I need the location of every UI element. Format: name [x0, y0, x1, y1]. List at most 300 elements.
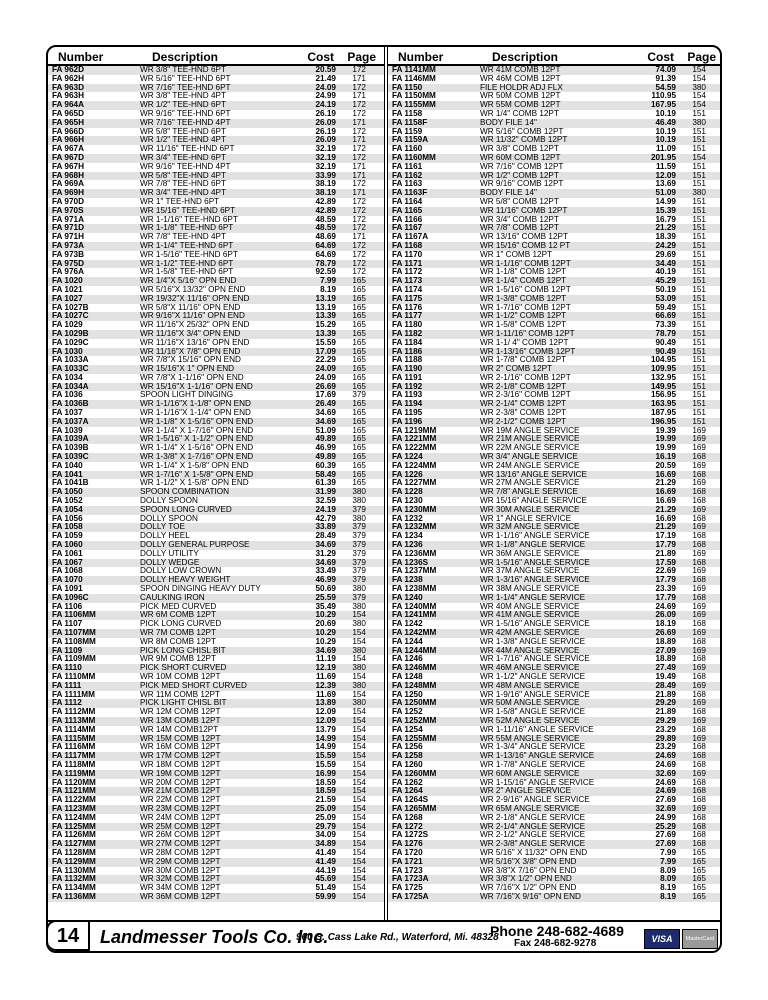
item-cost: 51.09 — [655, 189, 676, 198]
table-row — [48, 339, 384, 348]
item-page: 380 — [352, 646, 366, 655]
item-description: WR 18M COMB 12PT — [140, 760, 221, 769]
item-cost: 21.49 — [315, 74, 336, 83]
item-description: WR 1-3/4" ANGLE SERVICE — [480, 743, 586, 752]
item-cost: 48.59 — [315, 224, 336, 233]
table-row — [388, 532, 722, 541]
item-description: WR 26M COMB 12PT — [140, 831, 221, 840]
item-cost: 21.29 — [655, 505, 676, 514]
item-number: FA 1136MM — [52, 892, 96, 901]
item-number: FA 1056 — [52, 514, 83, 523]
table-row — [48, 321, 384, 330]
item-cost: 24.69 — [655, 752, 676, 761]
item-cost: 13.39 — [315, 329, 336, 338]
table-row — [388, 66, 722, 75]
item-page: 151 — [692, 285, 706, 294]
item-number: FA 1027B — [52, 303, 89, 312]
table-row — [388, 893, 722, 902]
item-description: WR 3/4" TEE-HND 4PT — [140, 189, 227, 198]
table-row — [388, 453, 722, 462]
item-description: DOLLY SPOON — [140, 514, 198, 523]
item-cost: 14.99 — [315, 734, 336, 743]
item-number: FA 1191 — [392, 373, 423, 382]
table-row — [388, 567, 722, 576]
table-row — [48, 858, 384, 867]
item-number: FA 1124MM — [52, 813, 96, 822]
item-number: FA 1224MM — [392, 461, 437, 470]
item-number: FA 1234 — [392, 532, 423, 541]
item-page: 154 — [352, 857, 366, 866]
item-description: WR 1-5/16" COMB 12PT — [480, 285, 571, 294]
item-page: 380 — [352, 602, 366, 611]
item-description: WR 11/16"X 13/16" OPN END — [140, 338, 250, 347]
item-number: FA 1128MM — [52, 848, 96, 857]
item-description: WR 21M COMB 12PT — [140, 787, 221, 796]
header-page: Page — [687, 50, 716, 64]
item-description: WR 7/8" TEE-HND 6PT — [140, 180, 227, 189]
table-row — [48, 875, 384, 884]
item-page: 165 — [352, 417, 366, 426]
item-description: WR 1-13/16" ANGLE SERVICE — [480, 752, 595, 761]
item-cost: 29.29 — [655, 699, 676, 708]
item-cost: 44.19 — [315, 866, 336, 875]
item-page: 154 — [352, 629, 366, 637]
item-page: 168 — [692, 840, 706, 849]
item-cost: 201.95 — [650, 153, 676, 162]
table-row — [48, 356, 384, 365]
item-number: FA 1020 — [52, 277, 83, 286]
table-row — [388, 875, 722, 884]
table-row — [48, 673, 384, 682]
item-cost: 46.99 — [315, 444, 336, 453]
item-page: 151 — [692, 241, 706, 250]
item-cost: 12.19 — [315, 664, 336, 673]
item-description: WR 20M COMB 12PT — [140, 778, 221, 787]
table-row — [388, 594, 722, 603]
table-row — [48, 488, 384, 497]
item-page: 165 — [352, 373, 366, 382]
item-page: 168 — [692, 470, 706, 479]
table-row — [48, 286, 384, 295]
item-number: FA 1258 — [392, 752, 423, 761]
item-number: FA 1194 — [392, 400, 423, 409]
table-row — [388, 867, 722, 876]
item-cost: 17.79 — [655, 576, 676, 585]
item-description: WR 5/8"X 11/16" OPN END — [140, 303, 241, 312]
item-number: FA 1222MM — [392, 444, 437, 453]
item-cost: 187.95 — [650, 409, 676, 418]
item-description: WR 19/32"X 11/16" OPN END — [140, 294, 250, 303]
item-page: 380 — [352, 514, 366, 523]
table-row — [388, 242, 722, 251]
table-row — [388, 101, 722, 110]
item-number: FA 965H — [52, 118, 85, 127]
item-description: SPOON COMBINATION — [140, 488, 230, 497]
item-cost: 41.49 — [315, 857, 336, 866]
item-description: WR 1-1/16"X 1-1/4" OPN END — [140, 409, 251, 418]
item-number: FA 1160 — [392, 145, 423, 154]
item-number: FA 1193 — [392, 391, 423, 400]
item-page: 169 — [692, 505, 706, 514]
item-cost: 24.69 — [655, 602, 676, 611]
item-cost: 34.69 — [315, 409, 336, 418]
item-description: WR 48M ANGLE SERVICE — [480, 681, 580, 690]
table-row — [48, 75, 384, 84]
item-number: FA 1230MM — [392, 505, 437, 514]
item-description: DOLLY HEEL — [140, 532, 190, 541]
item-description: WR 2-9/16" ANGLE SERVICE — [480, 796, 590, 805]
item-page: 379 — [352, 593, 366, 602]
item-description: WR 40M ANGLE SERVICE — [480, 602, 580, 611]
table-row — [48, 277, 384, 286]
item-cost: 25.29 — [655, 822, 676, 831]
table-row — [388, 506, 722, 515]
table-row — [48, 541, 384, 550]
item-page: 154 — [352, 831, 366, 840]
item-description: WR 1-1/2" ANGLE SERVICE — [480, 672, 586, 681]
item-description: WR 13/16" COMB 12PT — [480, 233, 568, 242]
item-number: FA 1236MM — [392, 549, 437, 558]
item-number: FA 1037 — [52, 409, 83, 418]
item-number: FA 1196 — [392, 417, 423, 426]
table-row — [48, 576, 384, 585]
item-number: FA 1272S — [392, 831, 429, 840]
item-cost: 19.39 — [655, 426, 676, 435]
item-description: WR 2-1/2" COMB 12PT — [480, 417, 567, 426]
item-page: 169 — [692, 479, 706, 488]
item-page: 168 — [692, 831, 706, 840]
item-number: FA 1219MM — [392, 426, 437, 435]
table-row — [388, 664, 722, 673]
item-cost: 16.69 — [655, 497, 676, 506]
table-row — [48, 840, 384, 849]
table-row — [388, 488, 722, 497]
item-page: 165 — [352, 479, 366, 488]
item-page: 168 — [692, 620, 706, 629]
item-number: FA 970S — [52, 206, 84, 215]
item-number: FA 1244MM — [392, 646, 437, 655]
item-description: WR 1-7/16" ANGLE SERVICE — [480, 655, 590, 664]
item-page: 380 — [692, 118, 706, 127]
item-page: 154 — [352, 655, 366, 664]
table-row — [48, 471, 384, 480]
item-cost: 29.89 — [655, 734, 676, 743]
item-description: WR 15M COMB 12PT — [140, 734, 221, 743]
item-cost: 26.09 — [655, 611, 676, 620]
item-description: WR 5/16" X 11/32" OPN END — [480, 848, 588, 857]
table-row — [48, 312, 384, 321]
item-page: 151 — [692, 409, 706, 418]
page-number: 14 — [46, 920, 90, 951]
item-page: 168 — [692, 576, 706, 585]
item-page: 151 — [692, 136, 706, 145]
item-cost: 21.89 — [655, 708, 676, 717]
item-cost: 13.39 — [315, 312, 336, 321]
table-row — [48, 189, 384, 198]
item-page: 168 — [692, 690, 706, 699]
item-description: WR 1-1/16" TEE-HND 6PT — [140, 215, 238, 224]
item-page: 169 — [692, 549, 706, 558]
item-description: WR 1-3/8" COMB 12PT — [480, 294, 567, 303]
item-number: FA 1039 — [52, 426, 83, 435]
table-row — [48, 567, 384, 576]
item-cost: 51.09 — [315, 426, 336, 435]
item-page: 172 — [352, 83, 366, 92]
table-row — [48, 295, 384, 304]
item-cost: 34.09 — [315, 831, 336, 840]
item-page: 151 — [692, 303, 706, 312]
item-number: FA 1242 — [392, 620, 423, 629]
table-row — [48, 119, 384, 128]
item-page: 165 — [352, 444, 366, 453]
item-cost: 7.99 — [660, 848, 676, 857]
item-description: WR 29M COMB 12PT — [140, 857, 221, 866]
table-row — [388, 339, 722, 348]
item-number: FA 971D — [52, 224, 85, 233]
table-row — [48, 752, 384, 761]
phone-number: Phone 248-682-4689 — [490, 923, 624, 939]
item-page: 168 — [692, 813, 706, 822]
item-page: 165 — [692, 875, 706, 884]
item-description: WR 1-5/8" ANGLE SERVICE — [480, 708, 586, 717]
item-number: FA 1158 — [392, 109, 423, 118]
item-cost: 12.09 — [315, 708, 336, 717]
item-page: 168 — [692, 725, 706, 734]
table-row — [48, 647, 384, 656]
item-cost: 34.69 — [315, 558, 336, 567]
item-number: FA 1246 — [392, 655, 423, 664]
table-row — [48, 145, 384, 154]
table-row — [388, 427, 722, 436]
item-number: FA 1236 — [392, 541, 423, 550]
item-cost: 18.89 — [655, 637, 676, 646]
item-cost: 38.19 — [315, 180, 336, 189]
item-cost: 10.29 — [315, 611, 336, 620]
item-cost: 7.99 — [320, 277, 336, 286]
item-cost: 10.19 — [655, 127, 676, 136]
item-description: WR 10M COMB 12PT — [140, 672, 221, 681]
item-number: FA 1150 — [392, 83, 423, 92]
item-number: FA 1170 — [392, 250, 423, 259]
item-number: FA 1061 — [52, 549, 83, 558]
item-number: FA 1161 — [392, 162, 423, 171]
table-row — [48, 550, 384, 559]
table-row — [48, 761, 384, 770]
item-description: WR 12M COMB 12PT — [140, 708, 221, 717]
table-row — [388, 295, 722, 304]
item-description: PICK MED SHORT CURVED — [140, 681, 247, 690]
item-page: 165 — [352, 329, 366, 338]
table-row — [388, 673, 722, 682]
item-description: DOLLY TOE — [140, 523, 185, 532]
item-description: PICK LONG CHISL BIT — [140, 646, 226, 655]
item-page: 379 — [352, 541, 366, 550]
item-cost: 21.59 — [315, 796, 336, 805]
item-cost: 92.59 — [315, 268, 336, 277]
item-number: FA 1108MM — [52, 637, 96, 646]
item-page: 169 — [692, 646, 706, 655]
table-row — [388, 638, 722, 647]
table-row — [388, 884, 722, 893]
table-row — [388, 647, 722, 656]
item-description: WR 1-1/8" COMB 12PT — [480, 268, 567, 277]
table-row — [388, 119, 722, 128]
item-number: FA 1725A — [392, 892, 429, 901]
item-page: 154 — [692, 92, 706, 101]
item-cost: 33.99 — [315, 171, 336, 180]
item-number: FA 1039B — [52, 444, 89, 453]
item-cost: 78.79 — [655, 329, 676, 338]
item-description: WR 1-3/8" X 1-7/16" OPN END — [140, 453, 254, 462]
table-row — [48, 594, 384, 603]
item-description: WR 1-1/2" X 1-5/8" OPN END — [140, 479, 249, 488]
item-number: FA 969H — [52, 189, 85, 198]
item-description: WR 1-5/8" TEE-HND 6PT — [140, 268, 234, 277]
item-description: WR 28M COMB 12PT — [140, 848, 221, 857]
table-row — [48, 242, 384, 251]
item-description: WR 7/8"X 1-1/16" OPN END — [140, 373, 244, 382]
item-cost: 26.49 — [315, 400, 336, 409]
item-page: 151 — [692, 259, 706, 268]
item-page: 171 — [352, 136, 366, 145]
item-number: FA 1118MM — [52, 760, 96, 769]
item-cost: 19.49 — [655, 672, 676, 681]
item-description: WR 17M COMB 12PT — [140, 752, 221, 761]
item-cost: 17.79 — [655, 541, 676, 550]
item-number: FA 1168 — [392, 241, 423, 250]
item-cost: 42.79 — [315, 514, 336, 523]
item-cost: 13.89 — [315, 699, 336, 708]
item-description: WR 3/8"X 7/16" OPN END — [480, 866, 577, 875]
item-description: WR 41M COMB 12PT — [480, 66, 561, 74]
item-page: 154 — [692, 101, 706, 110]
item-cost: 12.39 — [315, 681, 336, 690]
item-description: WR 38M ANGLE SERVICE — [480, 585, 580, 594]
table-row — [48, 163, 384, 172]
item-page: 154 — [352, 743, 366, 752]
item-description: WR 32M ANGLE SERVICE — [480, 523, 580, 532]
item-description: WR 1-1/4" COMB 12PT — [480, 277, 567, 286]
item-description: WR 3/4" TEE-HND 6PT — [140, 153, 227, 162]
table-row — [48, 603, 384, 612]
table-row — [48, 805, 384, 814]
item-description: WR 36M ANGLE SERVICE — [480, 549, 580, 558]
item-number: FA 1230 — [392, 497, 423, 506]
table-row — [48, 207, 384, 216]
item-page: 380 — [692, 189, 706, 198]
item-cost: 13.69 — [655, 180, 676, 189]
item-description: WR 2" ANGLE SERVICE — [480, 787, 572, 796]
item-page: 165 — [352, 321, 366, 330]
item-number: FA 963H — [52, 92, 85, 101]
item-page: 169 — [692, 602, 706, 611]
item-page: 171 — [352, 189, 366, 198]
item-cost: 29.79 — [315, 822, 336, 831]
table-row — [388, 444, 722, 453]
item-cost: 15.39 — [655, 206, 676, 215]
table-row — [48, 655, 384, 664]
item-page: 165 — [352, 356, 366, 365]
table-row — [388, 268, 722, 277]
item-number: FA 967D — [52, 153, 85, 162]
item-cost: 42.89 — [315, 197, 336, 206]
item-page: 172 — [352, 250, 366, 259]
table-row — [388, 515, 722, 524]
item-cost: 73.39 — [655, 321, 676, 330]
item-description: WR 2-1/2" ANGLE SERVICE — [480, 831, 586, 840]
item-description: WR 1-1/2" TEE-HND 6PT — [140, 259, 234, 268]
item-page: 151 — [692, 277, 706, 286]
table-row — [48, 831, 384, 840]
item-number: FA 1123MM — [52, 804, 96, 813]
item-page: 151 — [692, 347, 706, 356]
table-row — [388, 348, 722, 357]
header-page: Page — [347, 50, 376, 64]
item-description: WR 32M COMB 12PT — [140, 875, 221, 884]
item-page: 151 — [692, 127, 706, 136]
table-row — [388, 304, 722, 313]
table-row — [388, 400, 722, 409]
item-description: DOLLY SPOON — [140, 497, 198, 506]
table-row — [388, 312, 722, 321]
item-page: 379 — [352, 523, 366, 532]
item-description: WR 1-3/8" ANGLE SERVICE — [480, 637, 586, 646]
item-description: WR 1-5/8" COMB 12PT — [480, 321, 567, 330]
item-cost: 50.69 — [315, 585, 336, 594]
item-cost: 8.09 — [660, 875, 676, 884]
item-description: WR 7/16" COMB 12PT — [480, 162, 564, 171]
item-page: 169 — [692, 585, 706, 594]
item-number: FA 975D — [52, 259, 85, 268]
item-description: WR 13M COMB 12PT — [140, 716, 221, 725]
table-row — [388, 172, 722, 181]
table-row — [388, 110, 722, 119]
item-description: WR 42M ANGLE SERVICE — [480, 629, 580, 637]
item-number: FA 1167A — [392, 233, 429, 242]
item-description: WR 3/8" TEE-HND 6PT — [140, 66, 227, 74]
table-row — [48, 365, 384, 374]
item-description: WR 2-3/8" ANGLE SERVICE — [480, 840, 586, 849]
item-number: FA 1060 — [52, 541, 83, 550]
table-row — [48, 348, 384, 357]
item-description: WR 2-1/16" COMB 12PT — [480, 373, 571, 382]
table-row — [48, 268, 384, 277]
item-number: FA 1155MM — [392, 101, 436, 110]
item-description: WR 1-11/16" ANGLE SERVICE — [480, 725, 594, 734]
company-name: Landmesser Tools Co. Inc. — [100, 927, 329, 947]
item-page: 151 — [692, 268, 706, 277]
item-cost: 15.29 — [315, 321, 336, 330]
item-page: 165 — [352, 338, 366, 347]
table-row — [48, 559, 384, 568]
item-description: WR 1-9/16" ANGLE SERVICE — [480, 690, 590, 699]
table-row — [48, 84, 384, 93]
item-cost: 40.19 — [655, 268, 676, 277]
item-page: 168 — [692, 708, 706, 717]
item-number: FA 1186 — [392, 347, 423, 356]
item-number: FA 1111MM — [52, 690, 95, 699]
item-number: FA 1232MM — [392, 523, 437, 532]
item-number: FA 1041 — [52, 470, 83, 479]
item-cost: 34.89 — [315, 840, 336, 849]
item-number: FA 1260MM — [392, 769, 437, 778]
item-cost: 16.69 — [655, 488, 676, 497]
item-number: FA 1126MM — [52, 831, 96, 840]
item-page: 165 — [692, 848, 706, 857]
item-number: FA 1107MM — [52, 629, 96, 637]
item-description: WR 1-1/ 4" COMB 12PT — [480, 338, 569, 347]
item-cost: 21.29 — [655, 523, 676, 532]
